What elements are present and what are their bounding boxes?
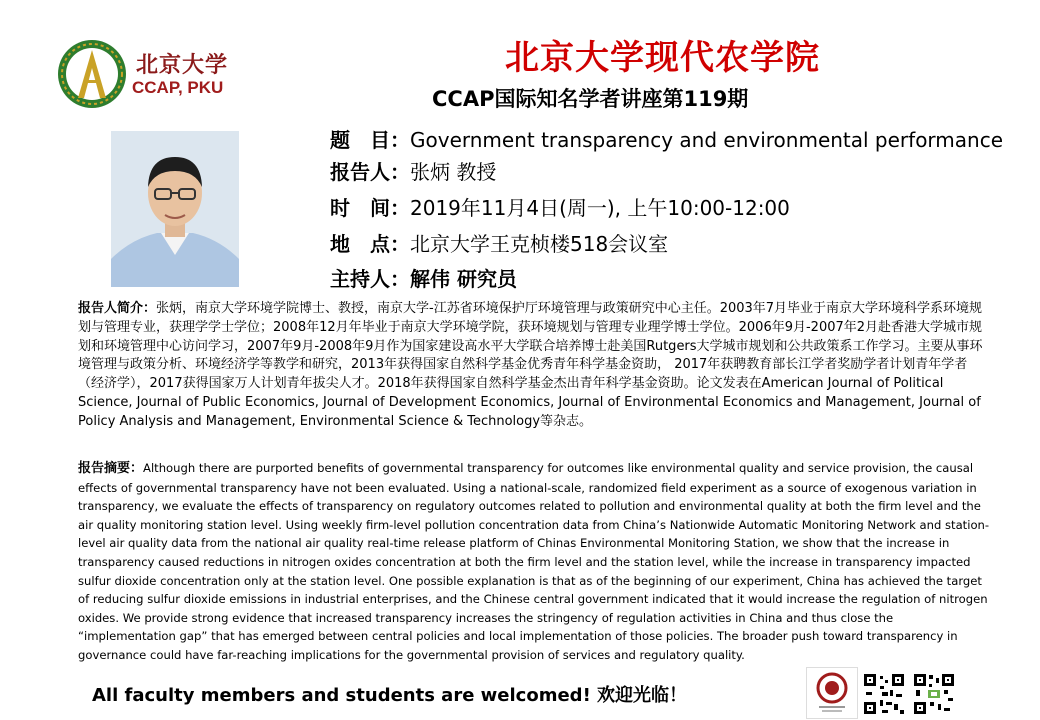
logo-cn-text: 北京大学 bbox=[136, 52, 229, 78]
place-row bbox=[330, 228, 668, 257]
ccap-logo-icon bbox=[56, 38, 128, 110]
qr-code-icon bbox=[862, 672, 906, 716]
topic-label: 题 目： bbox=[330, 128, 410, 152]
speaker-photo bbox=[111, 131, 239, 287]
speaker-value: 张炳 教授 bbox=[410, 160, 497, 184]
institute-title: 北京大学现代农学院 bbox=[505, 38, 820, 78]
time-row bbox=[330, 192, 790, 221]
speaker-label: 报告人： bbox=[330, 160, 410, 184]
topic-row bbox=[330, 124, 1003, 153]
speaker-row bbox=[330, 156, 496, 185]
host-label: 主持人： bbox=[330, 267, 410, 291]
topic-value: Government transparency and environmental performance bbox=[410, 128, 1004, 152]
host-row bbox=[330, 263, 517, 292]
place-label: 地 点： bbox=[330, 232, 410, 256]
time-label: 时 间： bbox=[330, 196, 410, 220]
qr-code-icon bbox=[912, 672, 956, 716]
talk-abstract bbox=[78, 459, 993, 665]
lecture-series-title: CCAP国际知名学者讲座第119期 bbox=[432, 87, 749, 111]
bio-text: 张炳，南京大学环境学院博士、教授，南京大学-江苏省环境保护厅环境管理与政策研究中心主任。2003年7月毕业于南京大学环境科学系环境规划与管理专业，获理学学士学位；2008年12月年毕业于南京大学环境学院，获环境规划与管理专业理学博士学位。2006年9月-2007年2月赴香港大学城市规划和环境管理中心访问学习，2007年9月-2008年9月作为国家建设高水平大学联合培养博士赴美国Rutgers大学城市规划和公共政策系工作学习。主要从事环境管理与政策分析、环境经济学等教学和研究，2013年获得国家自然科学基金优秀青年科学基金资助， 2017年获聘教育部长江学者奖励学者计划青年学者（经济学），2017获得国家万人计划青年拔尖人才。2018年获得国家自然科学基金杰出青年科学基金资助。论文发表在American Journal of Political Science, Journal of Public Economics, Journal of Development Economics, Journal of Environmental Economics and Management, Journal of Policy Analysis and Management, Environmental Science & Technology等杂志。 bbox=[78, 301, 983, 429]
welcome-message: All faculty members and students are welcomed! 欢迎光临！ bbox=[92, 685, 688, 706]
bio-label: 报告人简介： bbox=[78, 301, 157, 316]
abstract-label: 报告摘要： bbox=[78, 461, 144, 476]
pku-seal-icon bbox=[806, 667, 858, 719]
speaker-bio bbox=[78, 300, 993, 432]
time-value: 2019年11月4日(周一), 上午10:00-12:00 bbox=[410, 196, 790, 220]
abstract-text: Although there are purported benefits of governmental transparency for outcomes like environmental quality and service provision, the causal effects of governmental transparency have not been evaluated. Using a national-scale, randomized field experiment as a source of exogenous variation in transparency, we evaluate the effects of transparency on regulatory outcomes related to pollution and environmental quality at both the firm level and the air quality monitoring station level. Using weekly firm-level pollution concentration data from China’s Nationwide Automatic Monitoring Network and station-level air quality data from the national air quality real-time release platform of Chinas Environmental Monitoring Station, we show that the increase in transparency caused reductions in nitrogen oxides concentration at both the firm level and the station level, while the increase in transparency impacted sulfur dioxide concentration only at the station level. One possible explanation is that as of the beginning of our experiment, China has achieved the target of reducing sulfur dioxide emissions in industrial enterprises, and the Chinese central government indicated that it would increase the regulation of nitrogen oxides. We provide strong evidence that increased transparency increases the stringency of regulation activities in China and thus close the “implementation gap” that has emerged between central policies and local implementation of those policies. The broader push toward transparency in governance could have far-reaching implications for the governmental provision of services and regulatory quality. bbox=[78, 461, 990, 662]
host-value: 解伟 研究员 bbox=[410, 267, 517, 291]
place-value: 北京大学王克桢楼518会议室 bbox=[410, 232, 669, 256]
logo-en-text: CCAP, PKU bbox=[132, 78, 224, 97]
